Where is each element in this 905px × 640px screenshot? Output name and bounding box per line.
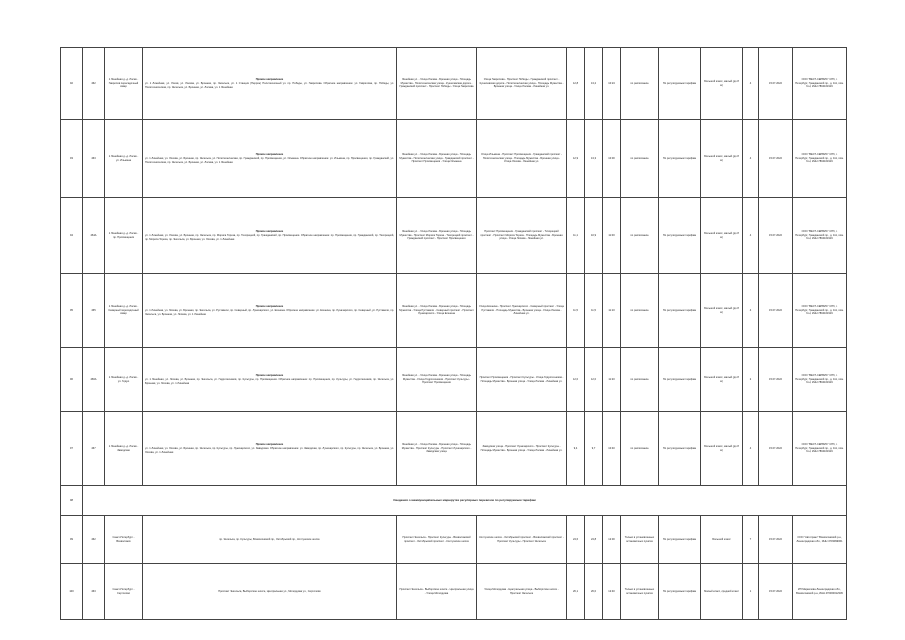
route-path: Проспект Энгельса, Выборгское шоссе, Центральная ул., Молодцова ул., Сертолово [143,564,397,620]
tariff-type: По регулируемым тарифам [659,198,701,274]
vehicle-count: 4 [743,120,759,198]
route-direction-title: Прямое направление [255,304,284,308]
route-name: 1 Линейная д.-д. Лосев - пр. Просвещения [105,198,143,274]
stops-forward: Линейная ул. - Улица Лосева - Бронная улица - Площадь Мужества - Проспект Культуры - Проспект Луначарского - Заводская улица [397,412,477,486]
boarding-mode: по расписанию [621,412,659,486]
stops-backward: Улица Молодцова - Центральная улица - Выборгское шоссе - Проспект Энгельса [477,564,567,620]
vehicle-class: Большой класс, малый (до 8 м) [701,120,743,198]
carrier-info: ИП Маркелова Ленинградская обл., Всеволожский р-н, ИНН 470300012345 [793,564,847,620]
route-path-text: ул. 1 Линейная, ул. Лосев, ул. Лосева, ул. Бронная, пр. Энгельса, ул. 1 Станция (Перрон) Политехничный ул. пр. Победы, ул. Гаврилова. Обратное направление: ул. Гаврилова, пр. Победы, ул. Политехническая, пр. Энгельса, ул. Бронная, ул. Лосева, ул. 1 Линейная [145,82,394,89]
length-backward: 26,0 [585,564,603,620]
tariff-type: По регулируемым тарифам [659,120,701,198]
boarding-mode: по расписанию [621,348,659,412]
stops-backward: Колтушское шоссе - Октябрьский проспект - Всеволожский проспект - Проспект Культуры - Проспект Энгельса [477,516,567,564]
boarding-mode: по расписанию [621,198,659,274]
carrier-info: ООО "Автотранс" Всеволожский р-н, Ленинградская обл., ИНН 4703099061 [793,516,847,564]
registration-number: 462 [83,48,105,120]
registration-number: 466А [83,348,105,412]
registration-number: 462 [83,516,105,564]
route-name: 1 Линейная д.-д. Лосев - ул. Ильмена [105,120,143,198]
vehicle-class: Малый класс, средний класс [701,564,743,620]
carrier-info: ООО "ВЕСТ-СЕРВИС" СПб, г. Петербург, Гражданский пр., д. 111, пом. 6-Н, ИНН 7804161919 [793,348,847,412]
row-number: 100 [61,564,83,620]
start-date: 15.07.2022 [759,120,793,198]
vehicle-count: 7 [743,516,759,564]
routes-table [60,47,847,620]
start-date: 15.07.2022 [759,412,793,486]
start-date: 15.07.2022 [759,564,793,620]
length-forward: 11,1 [567,198,585,274]
route-direction-title: Прямое направление [255,77,284,81]
stops-backward: Проспект Просвещения - Гражданский проспект - Тихорецкий проспект - Проспект Мориса Тореза - Площадь Мужества - Бронная улица - Улица Лосева - Линейная ул. [477,198,567,274]
vehicle-count: 4 [743,198,759,274]
route-name: 1 Линейная д.-д. Лосев - Гаврилов пересадочный сквер [105,48,143,120]
length-backward: 13,2 [585,48,603,120]
route-path [143,198,397,274]
route-path [143,348,397,412]
row-number: 94 [61,198,83,274]
route-path [143,412,397,486]
route-direction-title: Прямое направление [255,229,284,233]
row-number: 96 [61,348,83,412]
stops-backward: Проспект Просвещения - Проспект Культуры - Улица Гидротехников - Площадь Мужества - Бронная улица - Улица Лосева - Линейная ул. [477,348,567,412]
table-row [61,516,847,564]
registration-number: 463 [83,120,105,198]
length-forward: 11,5 [567,274,585,348]
route-path-text: ул. 1 Линейная, ул. Лосева, ул. Бронная, пр. Энгельса, пр. Культуры, пр. Луначарского, ул. Заводская. Обратное направление: ул. Заводская, пр. Луначарского, пр. Культуры, пр. Энгельса, ул. Бронная, ул. Лосева, ул. 1 Линейная [145,447,394,454]
stops-backward: Улица Ильмена - Проспект Просвещения - Гражданский проспект - Политехническая улица - Площадь Мужества - Бронная улица - Улица Лосева - Линейная ул. [477,120,567,198]
length-forward: 12,8 [567,48,585,120]
trip-time: 11:00 [603,198,621,274]
stops-forward: Линейная ул. - Улица Лосева - Бронная улица - Площадь Мужества - Улица Руставели - Северный проспект - Проспект Луначарского - Улица Есенина [397,274,477,348]
boarding-mode: по расписанию [621,120,659,198]
table-row [61,120,847,198]
length-forward: 26,1 [567,564,585,620]
tariff-type: По регулируемым тарифам [659,516,701,564]
route-name: 1 Линейная д.-д. Лосев - ул. Гидро [105,348,143,412]
table-row [61,348,847,412]
vehicle-count: 1 [743,564,759,620]
registration-number: 467 [83,412,105,486]
start-date: 15.07.2022 [759,274,793,348]
boarding-mode: Только в установленных остановочных пунктах [621,564,659,620]
tariff-type: По регулируемым тарифам [659,564,701,620]
length-backward: 10,9 [585,198,603,274]
table-row [61,274,847,348]
length-forward: 9,4 [567,412,585,486]
stops-forward: Проспект Энгельса - Выборгское шоссе - Центральная улица - Улица Молодцова [397,564,477,620]
route-direction-title: Прямое направление [255,442,284,446]
start-date: 15.07.2022 [759,198,793,274]
boarding-mode: по расписанию [621,48,659,120]
tariff-type: По регулируемым тарифам [659,348,701,412]
vehicle-class: Большой класс, малый (до 8 м) [701,48,743,120]
vehicle-count: 2 [743,348,759,412]
document-page [60,47,846,619]
row-number: 97 [61,412,83,486]
boarding-mode: по расписанию [621,274,659,348]
trip-time: 10:30 [603,120,621,198]
route-path-text: ул. 1 Линейная, ул. Лосева, ул. Бронная, пр. Энгельса, ул. Руставели, пр. Северный, пр. Луначарского, ул. Есенина. Обратное направление: ул. Есенина, пр. Луначарского, пр. Северный, ул. Руставели, пр. Энгельса, ул. Бронная, ул. Лосева, ул. 1 Линейная [145,309,394,316]
stops-forward: Проспект Энгельса - Проспект Культуры - Всеволожский проспект - Октябрьский проспект - Колтушское шоссе [397,516,477,564]
stops-forward: Линейная ул. - Улица Лосева - Бронная улица - Площадь Мужества - Политехническая улица - Кушелевская дорога - Гражданский проспект - Проспект Победы - Улица Гаврилова [397,48,477,120]
vehicle-class: Большой класс, малый (до 8 м) [701,198,743,274]
length-forward: 12,0 [567,348,585,412]
trip-time: 12:40 [603,564,621,620]
trip-time: 10:40 [603,412,621,486]
vehicle-class: Большой класс [701,516,743,564]
length-backward: 12,0 [585,348,603,412]
length-backward: 13,3 [585,120,603,198]
vehicle-count: 4 [743,412,759,486]
registration-number: 464А [83,198,105,274]
length-forward: 24,6 [567,516,585,564]
vehicle-class: Большой класс, малый (до 8 м) [701,412,743,486]
route-direction-title: Прямое направление [255,373,284,377]
route-name: Санкт-Петербург - Сертолово [105,564,143,620]
section-title: Сведения о межмуниципальных маршрутах регулярных перевозок по регулируемым тарифам [83,486,847,516]
tariff-type: По регулируемым тарифам [659,48,701,120]
route-name: Санкт-Петербург - Всеволожск [105,516,143,564]
route-path [143,274,397,348]
stops-forward: Линейная ул. - Улица Лосева - Бронная улица - Площадь Мужества - Улица Гидротехников - Проспект Культуры - Проспект Просвещения [397,348,477,412]
start-date: 15.07.2022 [759,48,793,120]
carrier-info: ООО "ВЕСТ-СЕРВИС" СПб, г. Петербург, Гражданский пр., д. 111, пом. 6-Н, ИНН 7804161919 [793,274,847,348]
trip-time: 10:24 [603,48,621,120]
registration-number: 463 [83,564,105,620]
vehicle-class: Большой класс, малый (до 8 м) [701,348,743,412]
table-row [61,198,847,274]
route-name: 1 Линейная д.-д. Лосев - Заводская [105,412,143,486]
row-number: 95 [61,274,83,348]
row-number: 92 [61,48,83,120]
length-backward: 24,8 [585,516,603,564]
stops-backward: Заводская улица - Проспект Луначарского - Проспект Культуры - Площадь Мужества - Бронная улица - Улица Лосева - Линейная ул. [477,412,567,486]
route-name: 1 Линейная д.-д. Лосев - Северный пересадочный сквер [105,274,143,348]
route-path-text: ул. 1 Линейная, ул. Лосева, ул. Бронная, пр. Энгельса, пр. Мориса Тореза, пр. Тихорецкий, пр. Гражданский, пр. Просвещения. Обратное направление: пр. Просвещения, пр. Гражданский, пр. Тихорецкий, пр. Мориса Тореза, пр. Энгельса, ул. Бронная, ул. Лосева, ул. 1 Линейная [145,234,394,241]
route-path-text: ул. 1 Линейная, ул. Лосева, ул. Бронная, пр. Энгельса, ул. Гидротехников, пр. Культуры, пр. Просвещения. Обратное направление: пр. Просвещения, пр. Культуры, ул. Гидротехников, пр. Энгельса, ул. Бронная, ул. Лосева, ул. 1 Линейная [145,378,394,385]
route-path [143,120,397,198]
table-row [61,412,847,486]
trip-time: 11:10 [603,274,621,348]
trip-time: 12:30 [603,516,621,564]
tariff-type: По регулируемым тарифам [659,274,701,348]
length-backward: 9,7 [585,412,603,486]
route-path: пр. Энгельса, пр. Культуры, Всеволожский пр., Октябрьский пр., Колтушское шоссе [143,516,397,564]
carrier-info: ООО "ВЕСТ-СЕРВИС" СПб, г. Петербург, Гражданский пр., д. 111, пом. 6-Н, ИНН 7804161919 [793,120,847,198]
vehicle-count: 4 [743,274,759,348]
carrier-info: ООО "ВЕСТ-СЕРВИС" СПб, г. Петербург, Гражданский пр., д. 111, пом. 6-Н, ИНН 7804161919 [793,48,847,120]
tariff-type: По регулируемым тарифам [659,412,701,486]
carrier-info: ООО "ВЕСТ-СЕРВИС" СПб, г. Петербург, Гражданский пр., д. 111, пом. 6-Н, ИНН 7804161919 [793,412,847,486]
vehicle-count: 4 [743,48,759,120]
start-date: 15.07.2022 [759,516,793,564]
trip-time: 11:20 [603,348,621,412]
section-row [61,486,847,516]
table-row [61,48,847,120]
length-forward: 12,9 [567,120,585,198]
row-number: 93 [61,120,83,198]
section-number: 98 [61,486,83,516]
stops-forward: Линейная ул. - Улица Лосева - Бронная улица - Площадь Мужества - Проспект Мориса Тореза - Тихорецкий проспект - Гражданский проспект - Проспект Просвещения [397,198,477,274]
boarding-mode: Только в установленных остановочных пунктах [621,516,659,564]
route-path [143,48,397,120]
stops-backward: Улица Гаврилова - Проспект Победы - Гражданский проспект - Кушелевская дорога - Политехническая улица - Площадь Мужества - Бронная улица - Улица Лосева - Линейная ул. [477,48,567,120]
stops-forward: Линейная ул. - Улица Лосева - Бронная улица - Площадь Мужества - Политехническая улица - Гражданский проспект - Проспект Просвещения - Улица Ильмена [397,120,477,198]
stops-backward: Улица Есенина - Проспект Луначарского - Северный проспект - Улица Руставели - Площадь Мужества - Бронная улица - Улица Лосева - Линейная ул. [477,274,567,348]
row-number: 99 [61,516,83,564]
length-backward: 11,5 [585,274,603,348]
start-date: 15.07.2022 [759,348,793,412]
vehicle-class: Большой класс, малый (до 8 м) [701,274,743,348]
route-path-text: ул. 1 Линейная, ул. Лосева, ул. Бронная, пр. Энгельса, ул. Политехническая, пр. Гражданский, пр. Просвещения, ул. Ильмена. Обратное направление: ул. Ильмена, пр. Просвещения, пр. Гражданский, ул. Политехническая, пр. Энгельса, ул. Бронная, ул. Лосева, ул. 1 Линейная [145,157,394,164]
carrier-info: ООО "ВЕСТ-СЕРВИС" СПб, г. Петербург, Гражданский пр., д. 111, пом. 6-Н, ИНН 7804161919 [793,198,847,274]
route-direction-title: Прямое направление [255,152,284,156]
table-row [61,564,847,620]
registration-number: 465 [83,274,105,348]
